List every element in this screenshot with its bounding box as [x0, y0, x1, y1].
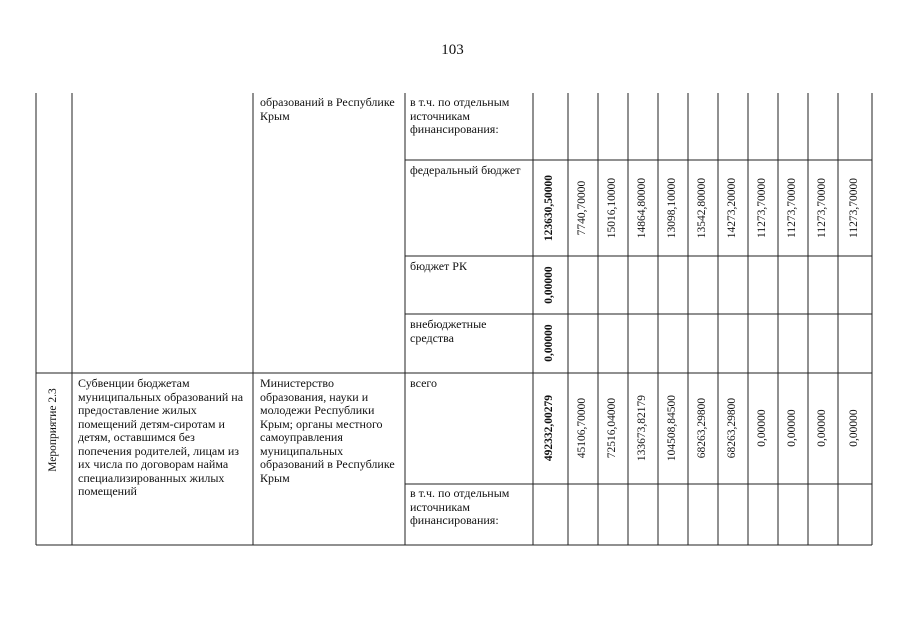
- measure-executor: Министерство образования, науки и молодежи Республики Крым; органы местного самоуправления муниципальных образований в Республике Крым: [260, 376, 395, 485]
- measure-total-total: 492332,00279: [543, 394, 555, 462]
- federal-budget-value-9: 11273,70000: [816, 178, 828, 238]
- measure-total-value-1: 45106,70000: [576, 397, 588, 459]
- measure-description: Субвенции бюджетам муниципальных образований на предоставление жилых помещений детям-сиротам и детям, оставшимся без попечения родителей, лицам из их числа по договорам найма специализированных жилых помещений: [78, 376, 244, 498]
- measure-total-value-2: 72516,04000: [606, 397, 618, 459]
- federal-budget-total: 123630,50000: [543, 174, 555, 242]
- page-number: 103: [441, 42, 464, 58]
- federal-budget-value-10: 11273,70000: [848, 178, 860, 238]
- extrabudget-label: внебюджетные средства: [410, 317, 487, 345]
- measure-total-value-10: 0,00000: [848, 409, 860, 447]
- measure-total-value-6: 68263,29800: [726, 397, 738, 459]
- measure-total-value-4: 104508,84500: [666, 394, 678, 462]
- total-label: всего: [410, 376, 438, 390]
- measure-total-value-5: 68263,29800: [696, 397, 708, 459]
- measure-total-value-3: 133673,82179: [636, 394, 648, 462]
- rk-budget-total: 0,00000: [543, 266, 555, 304]
- sources-label-2: в т.ч. по отдельным источникам финансирования:: [410, 486, 510, 527]
- federal-budget-label: федеральный бюджет: [410, 163, 521, 177]
- sources-label: в т.ч. по отдельным источникам финансирования:: [410, 95, 510, 136]
- measure-total-value-7: 0,00000: [756, 409, 768, 447]
- measure-total-value-9: 0,00000: [816, 409, 828, 447]
- federal-budget-value-6: 14273,20000: [726, 177, 738, 239]
- executor-continuation: образований в Республике Крым: [260, 95, 395, 123]
- rk-budget-label: бюджет РК: [410, 259, 467, 273]
- federal-budget-value-1: 7740,70000: [576, 180, 588, 236]
- federal-budget-value-3: 14864,80000: [636, 177, 648, 239]
- federal-budget-value-5: 13542,80000: [696, 177, 708, 239]
- extrabudget-total: 0,00000: [543, 324, 555, 362]
- measure-total-value-8: 0,00000: [786, 409, 798, 447]
- federal-budget-value-4: 13098,10000: [666, 177, 678, 239]
- federal-budget-value-2: 15016,10000: [606, 177, 618, 239]
- measure-id: Мероприятие 2.3: [47, 388, 59, 472]
- federal-budget-value-7: 11273,70000: [756, 178, 768, 238]
- federal-budget-value-8: 11273,70000: [786, 178, 798, 238]
